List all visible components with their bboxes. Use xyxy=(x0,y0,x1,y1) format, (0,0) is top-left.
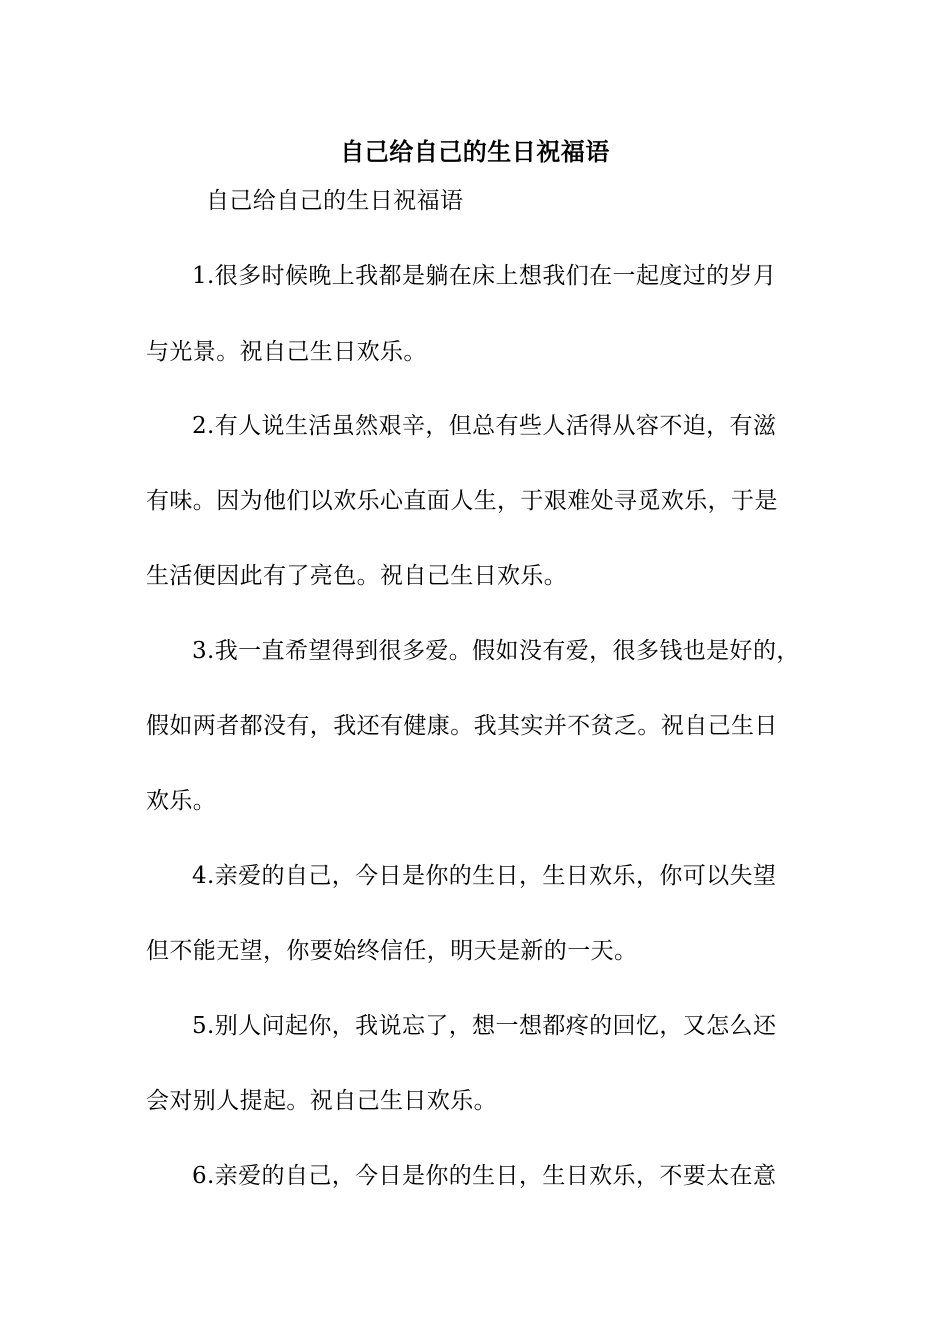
document-title: 自己给自己的生日祝福语 xyxy=(340,138,610,166)
paragraph-line: 2.有人说生活虽然艰辛，但总有些人活得从容不迫，有滋 xyxy=(192,413,777,439)
paragraph-line: 生活便因此有了亮色。祝自己生日欢乐。 xyxy=(146,563,568,589)
paragraph-line: 1.很多时候晚上我都是躺在床上想我们在一起度过的岁月 xyxy=(192,263,777,289)
paragraph-line: 会对别人提起。祝自己生日欢乐。 xyxy=(146,1088,497,1114)
paragraph-line: 5.别人问起你，我说忘了，想一想都疼的回忆，又怎么还 xyxy=(192,1013,777,1039)
paragraph-line: 4.亲爱的自己，今日是你的生日，生日欢乐，你可以失望 xyxy=(192,863,777,889)
document-subtitle: 自己给自己的生日祝福语 xyxy=(206,188,464,214)
paragraph-line: 3.我一直希望得到很多爱。假如没有爱，很多钱也是好的， xyxy=(192,638,800,664)
paragraph-line: 与光景。祝自己生日欢乐。 xyxy=(146,339,427,365)
paragraph-line: 6.亲爱的自己，今日是你的生日，生日欢乐，不要太在意 xyxy=(192,1163,777,1189)
paragraph-line: 假如两者都没有，我还有健康。我其实并不贫乏。祝自己生日 xyxy=(146,713,778,739)
paragraph-line: 但不能无望，你要始终信任，明天是新的一天。 xyxy=(146,938,638,964)
paragraph-line: 欢乐。 xyxy=(146,788,217,814)
paragraph-line: 有味。因为他们以欢乐心直面人生，于艰难处寻觅欢乐，于是 xyxy=(146,488,778,514)
